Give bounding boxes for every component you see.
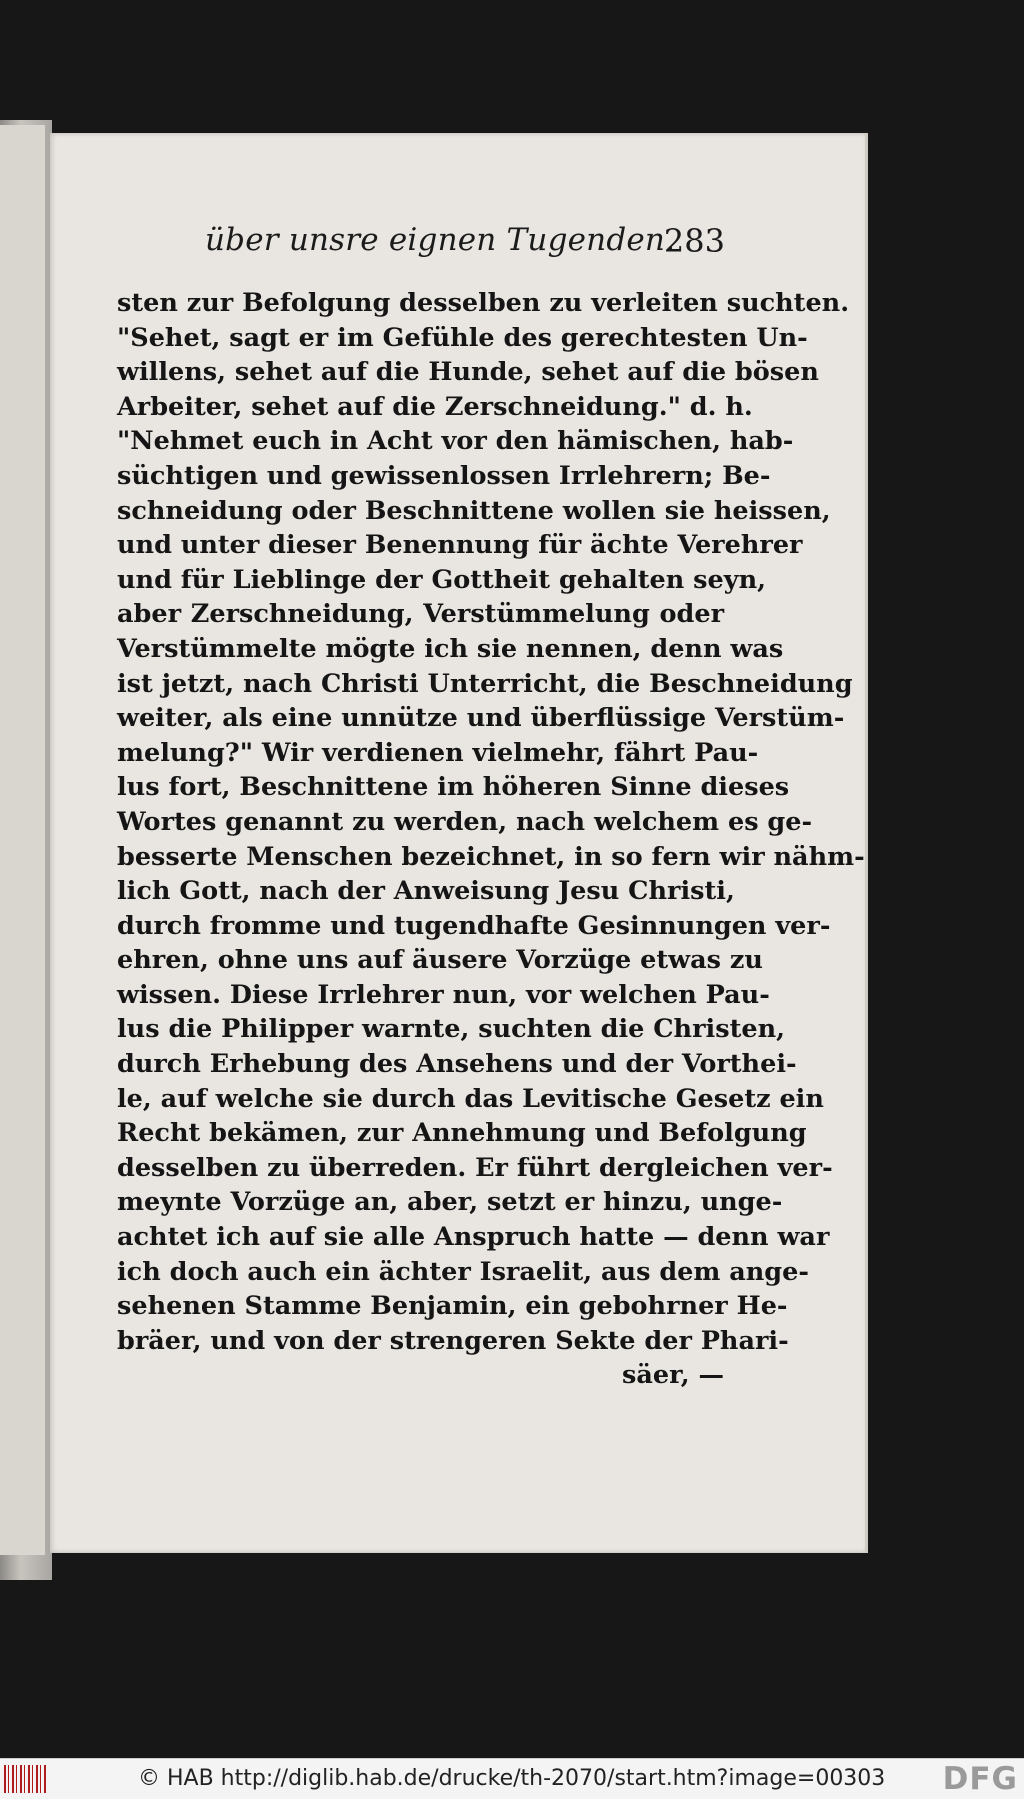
text-line: und unter dieser Benennung für ächte Verehrer bbox=[117, 530, 803, 561]
text-line: aber Zerschneidung, Verstümmelung oder bbox=[117, 599, 724, 630]
text-line: durch fromme und tugendhafte Gesinnungen ver- bbox=[117, 910, 831, 941]
source-link[interactable]: © HAB http://diglib.hab.de/drucke/th-2070/start.htm?image=00303 bbox=[138, 1766, 886, 1791]
text-line: ehren, ohne uns auf äusere Vorzüge etwas zu bbox=[117, 945, 763, 976]
text-line: Arbeiter, sehet auf die Zerschneidung." d. h. bbox=[117, 391, 753, 422]
footer-bar bbox=[0, 1758, 1024, 1799]
text-line: durch Erhebung des Ansehens und der Vorthei- bbox=[117, 1049, 797, 1080]
previous-page-strip bbox=[0, 125, 45, 1555]
body-text bbox=[117, 286, 865, 1393]
text-line: weiter, als eine unnütze und überflüssige Verstüm- bbox=[117, 703, 845, 734]
text-line: achtet ich auf sie alle Anspruch hatte — denn war bbox=[117, 1222, 830, 1253]
text-line: sten zur Befolgung desselben zu verleiten suchten. bbox=[117, 288, 850, 318]
text-line: schneidung oder Beschnittene wollen sie heissen, bbox=[117, 495, 831, 526]
text-line: und für Lieblinge der Gottheit gehalten seyn, bbox=[117, 564, 766, 595]
text-line: ist jetzt, nach Christi Unterricht, die Beschneidung bbox=[117, 668, 853, 699]
text-line: lich Gott, nach der Anweisung Jesu Christi, bbox=[117, 876, 735, 907]
page-number: 283 bbox=[663, 222, 725, 260]
catchword: säer, — bbox=[622, 1360, 724, 1391]
text-line: "Nehmet euch in Acht vor den hämischen, hab- bbox=[117, 426, 794, 457]
text-line: melung?" Wir verdienen vielmehr, fährt Pau- bbox=[117, 737, 759, 768]
text-line: Verstümmelte mögte ich sie nennen, denn was bbox=[117, 633, 784, 664]
text-line: lus die Philipper warnte, suchten die Christen, bbox=[117, 1014, 785, 1045]
text-line: meynte Vorzüge an, aber, setzt er hinzu, unge- bbox=[117, 1187, 783, 1218]
text-line: Wortes genannt zu werden, nach welchem es ge- bbox=[117, 806, 813, 837]
text-line: wissen. Diese Irrlehrer nun, vor welchen Pau- bbox=[117, 979, 770, 1010]
text-line: lus fort, Beschnittene im höheren Sinne dieses bbox=[117, 772, 790, 803]
dfg-logo: DFG bbox=[942, 1761, 1018, 1797]
text-line: sehenen Stamme Benjamin, ein gebohrner He- bbox=[117, 1291, 788, 1322]
page-edge bbox=[865, 133, 868, 1553]
text-line: ich doch auch ein ächter Israelit, aus dem ange- bbox=[117, 1256, 809, 1287]
text-line: "Sehet, sagt er im Gefühle des gerechtesten Un- bbox=[117, 322, 808, 353]
text-line: willens, sehet auf die Hunde, sehet auf die bösen bbox=[117, 357, 819, 388]
text-line: besserte Menschen bezeichnet, in so fern wir nähm- bbox=[117, 841, 865, 872]
barcode-icon bbox=[4, 1765, 48, 1793]
page-header bbox=[205, 222, 725, 268]
running-head: über unsre eignen Tugenden. bbox=[205, 222, 676, 258]
text-line: Recht bekämen, zur Annehmung und Befolgung bbox=[117, 1118, 807, 1149]
text-line: le, auf welche sie durch das Levitische Gesetz ein bbox=[117, 1083, 824, 1114]
text-line: desselben zu überreden. Er führt dergleichen ver- bbox=[117, 1152, 833, 1183]
text-line: süchtigen und gewissenlossen Irrlehrern; Be- bbox=[117, 460, 771, 491]
text-line: bräer, und von der strengeren Sekte der Phari- bbox=[117, 1325, 789, 1356]
